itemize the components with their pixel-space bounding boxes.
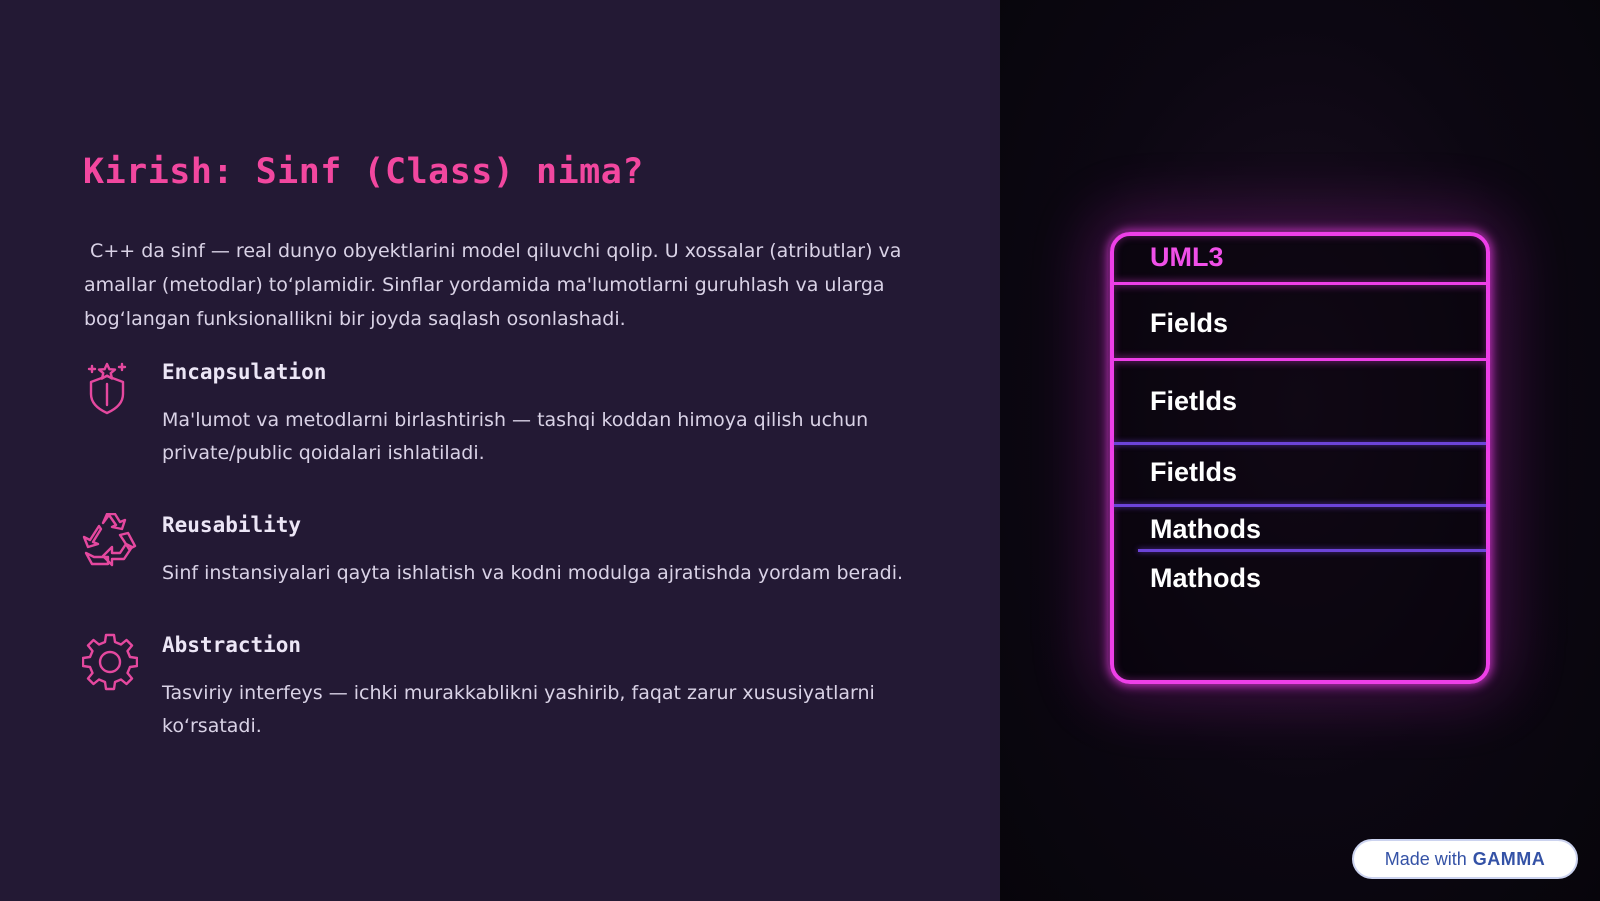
badge-prefix: Made with (1384, 848, 1467, 869)
uml-divider (1114, 282, 1486, 285)
uml-divider (1114, 442, 1486, 445)
feature-reusability (82, 513, 962, 593)
slide-title: Kirish: Sinf (Class) nima? (83, 152, 644, 192)
gear-icon (82, 633, 138, 691)
uml-divider (1138, 549, 1486, 552)
uml-row: Fields (1150, 308, 1229, 338)
shield-stars-icon (82, 360, 138, 418)
intro-paragraph: C++ da sinf — real dunyo obyektlarini model qiluvchi qolip. U xossalar (atributlar) va amallar (metodlar) to‘plamidir. Sinflar yordamida ma'lumotlarni guruhlash va ularga bog‘langan funksionallikni bir joyda saqlash osonlashadi. (84, 240, 908, 330)
feature-heading: Abstraction (162, 633, 302, 657)
gamma-logo: GAMMA (1472, 848, 1546, 869)
made-with-gamma-badge[interactable] (1352, 839, 1578, 879)
feature-heading: Encapsulation (162, 360, 327, 384)
feature-encapsulation (82, 360, 962, 480)
uml-class-diagram (1110, 232, 1490, 684)
uml-row: Fietlds (1150, 457, 1238, 487)
feature-description: Tasviriy interfeys — ichki murakkablikni yashirib, faqat zarur xususiyatlarni ko‘rsatadi. (162, 682, 875, 737)
uml-row: Mathods (1150, 563, 1261, 593)
uml-divider (1114, 358, 1486, 361)
recycle-icon (82, 513, 138, 571)
uml-class-title: UML3 (1150, 242, 1224, 272)
feature-description: Ma'lumot va metodlarni birlashtirish — tashqi koddan himoya qilish uchun private/public qoidalari ishlatiladi. (162, 409, 869, 464)
feature-abstraction (82, 633, 962, 753)
uml-row: Mathods (1150, 514, 1261, 544)
uml-divider (1114, 504, 1486, 507)
uml-row: Fietlds (1150, 386, 1238, 416)
feature-heading: Reusability (162, 513, 302, 537)
feature-description: Sinf instansiyalari qayta ishlatish va kodni modulga ajratishda yordam beradi. (162, 562, 904, 584)
